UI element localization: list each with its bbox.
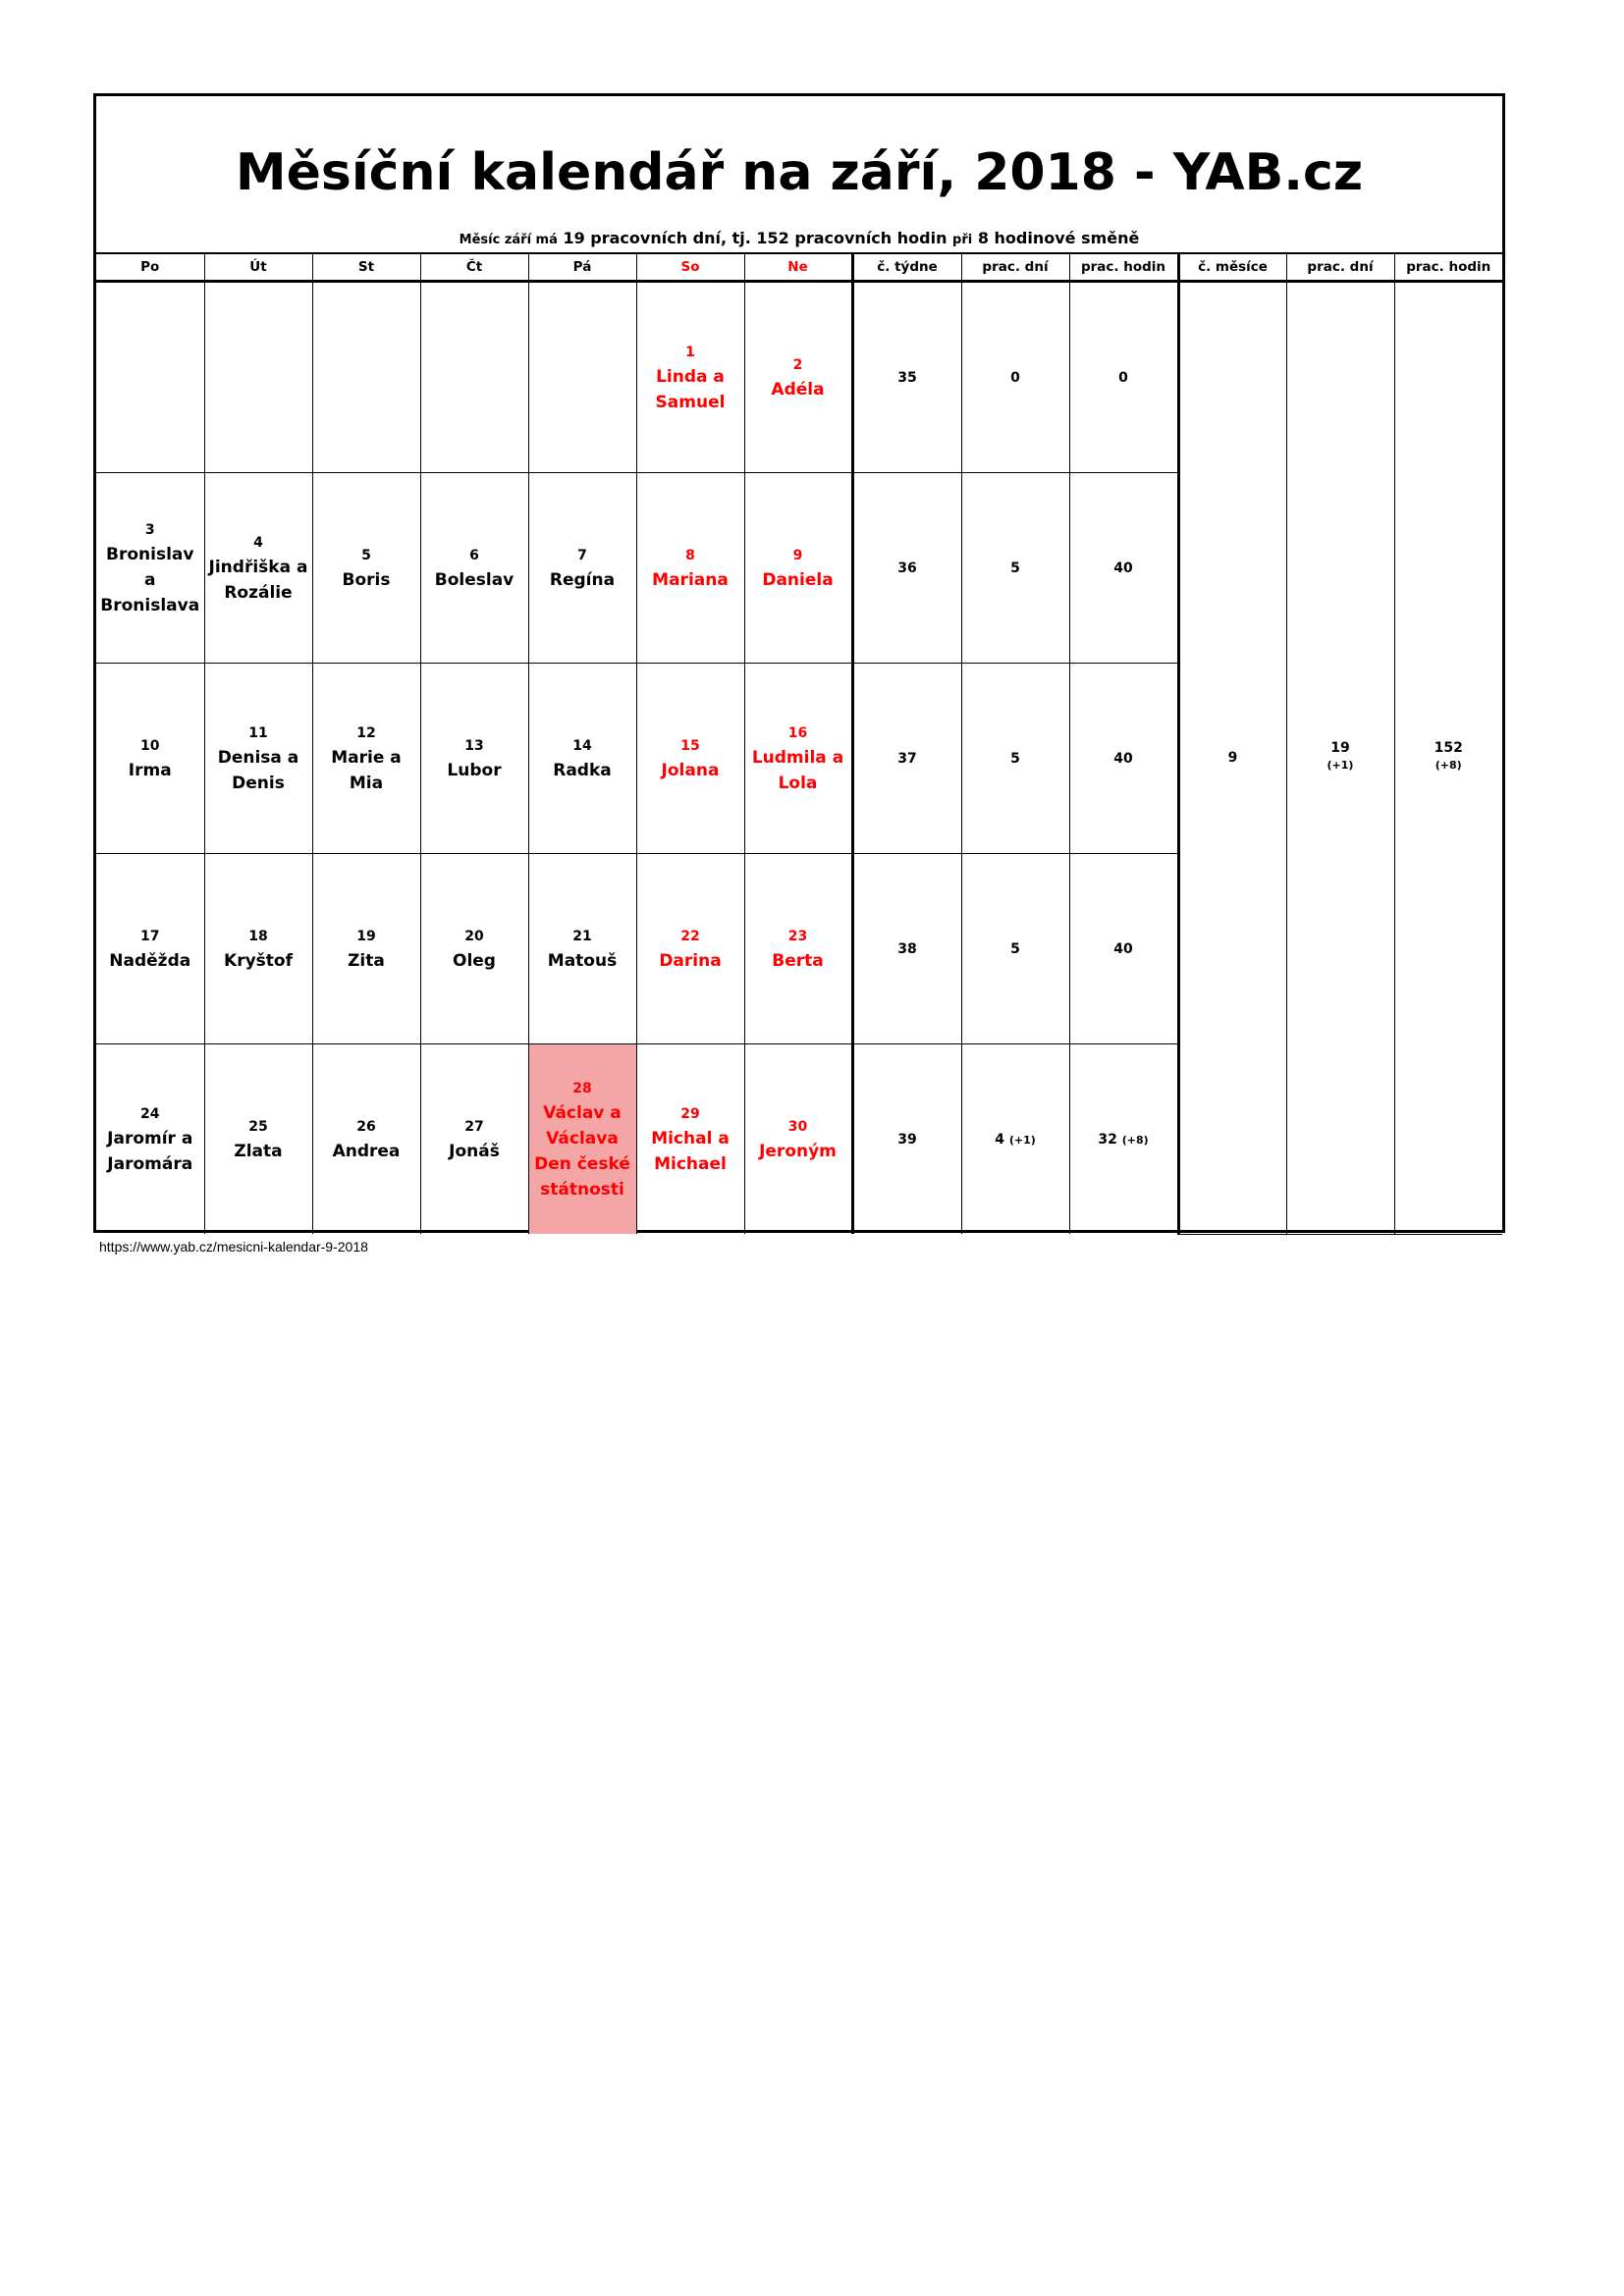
name-day: Michal a Michael bbox=[651, 1128, 730, 1174]
day-cell bbox=[420, 282, 528, 473]
day-number: 5 bbox=[361, 547, 371, 563]
name-day: Daniela bbox=[762, 569, 834, 590]
day-number: 14 bbox=[572, 737, 592, 754]
name-day: Naděžda bbox=[109, 950, 191, 971]
month-work-hours-delta: (+8) bbox=[1435, 759, 1462, 773]
day-cell bbox=[312, 282, 420, 473]
week-number-value: 39 bbox=[897, 1131, 917, 1148]
week-work-days-value: 0 bbox=[1010, 369, 1020, 386]
day-cell bbox=[96, 473, 204, 664]
week-number-value: 35 bbox=[897, 369, 917, 386]
day-cell bbox=[312, 664, 420, 854]
day-number: 16 bbox=[787, 724, 808, 741]
day-number: 9 bbox=[792, 547, 803, 563]
week-work-hours bbox=[1069, 282, 1178, 473]
header-week-work-hours: prac. hodin bbox=[1069, 253, 1178, 282]
name-day: Matouš bbox=[547, 950, 618, 971]
week-work-days bbox=[961, 473, 1069, 664]
day-number: 15 bbox=[680, 737, 700, 754]
day-cell bbox=[744, 473, 852, 664]
name-day: Jindřiška a Rozálie bbox=[208, 557, 308, 603]
name-day: Václav a Václava Den české státnosti bbox=[534, 1102, 630, 1200]
day-cell bbox=[528, 473, 636, 664]
name-day: Jeroným bbox=[759, 1141, 837, 1161]
week-number bbox=[852, 1044, 961, 1235]
name-day: Andrea bbox=[332, 1141, 401, 1161]
day-cell bbox=[96, 282, 204, 473]
name-day: Jolana bbox=[661, 760, 720, 780]
month-work-days bbox=[1286, 282, 1394, 1235]
name-day: Linda a Samuel bbox=[655, 366, 726, 412]
header-day-po: Po bbox=[96, 253, 204, 282]
day-cell bbox=[204, 473, 312, 664]
header-month-work-days: prac. dní bbox=[1286, 253, 1394, 282]
day-number: 8 bbox=[685, 547, 695, 563]
source-url: https://www.yab.cz/mesicni-kalendar-9-2018 bbox=[99, 1239, 368, 1255]
name-day: Ludmila a Lola bbox=[751, 747, 844, 793]
name-day: Zlata bbox=[234, 1141, 283, 1161]
day-number: 21 bbox=[572, 928, 592, 944]
day-cell bbox=[528, 854, 636, 1044]
day-cell bbox=[636, 854, 744, 1044]
name-day: Regína bbox=[549, 569, 616, 590]
month-work-hours bbox=[1394, 282, 1502, 1235]
name-day: Lubor bbox=[447, 760, 502, 780]
week-work-hours bbox=[1069, 854, 1178, 1044]
day-number: 19 bbox=[356, 928, 376, 944]
header-month-work-hours: prac. hodin bbox=[1394, 253, 1502, 282]
day-number: 12 bbox=[356, 724, 376, 741]
day-cell bbox=[744, 1044, 852, 1235]
week-work-hours bbox=[1069, 473, 1178, 664]
name-day: Boris bbox=[342, 569, 391, 590]
day-cell bbox=[528, 664, 636, 854]
holiday-cell bbox=[528, 1044, 636, 1235]
day-cell bbox=[420, 664, 528, 854]
week-row bbox=[96, 282, 1502, 473]
summary-connector: při bbox=[952, 233, 973, 247]
day-cell bbox=[312, 854, 420, 1044]
week-work-days-value: 5 bbox=[1010, 940, 1020, 957]
day-cell bbox=[744, 282, 852, 473]
day-number: 2 bbox=[792, 356, 803, 373]
week-work-hours-value: 40 bbox=[1113, 750, 1133, 767]
week-work-hours-value: 40 bbox=[1113, 560, 1133, 576]
day-cell bbox=[636, 473, 744, 664]
day-number: 30 bbox=[787, 1118, 808, 1135]
header-week-work-days: prac. dní bbox=[961, 253, 1069, 282]
day-number: 23 bbox=[787, 928, 808, 944]
header-day-so: So bbox=[636, 253, 744, 282]
day-number: 13 bbox=[464, 737, 484, 754]
day-cell bbox=[528, 282, 636, 473]
month-work-days-delta: (+1) bbox=[1326, 759, 1354, 773]
summary-totals: 19 pracovních dní, tj. 152 pracovních hodin bbox=[563, 229, 947, 247]
day-number: 4 bbox=[253, 534, 263, 551]
day-cell bbox=[636, 664, 744, 854]
calendar-sheet bbox=[93, 93, 1505, 1233]
day-number: 11 bbox=[248, 724, 268, 741]
day-number: 3 bbox=[144, 521, 155, 538]
name-day: Bronislav a Bronislava bbox=[100, 544, 200, 615]
month-work-hours-value: 152 bbox=[1434, 740, 1463, 757]
week-work-hours-value: 0 bbox=[1118, 369, 1128, 386]
week-number bbox=[852, 282, 961, 473]
header-week-number: č. týdne bbox=[852, 253, 961, 282]
name-day: Mariana bbox=[652, 569, 729, 590]
day-number: 10 bbox=[140, 737, 160, 754]
week-work-days-value: 5 bbox=[1010, 560, 1020, 576]
name-day: Denisa a Denis bbox=[217, 747, 299, 793]
week-number-value: 38 bbox=[897, 940, 917, 957]
month-summary bbox=[96, 229, 1502, 250]
header-day-ct: Čt bbox=[420, 253, 528, 282]
month-work-days-value: 19 bbox=[1330, 740, 1350, 757]
week-work-hours-value: 40 bbox=[1113, 940, 1133, 957]
page-title: Měsíční kalendář na září, 2018 - YAB.cz bbox=[235, 143, 1364, 202]
week-work-hours-value: 32 bbox=[1098, 1131, 1117, 1148]
week-work-days bbox=[961, 1044, 1069, 1235]
calendar-grid bbox=[96, 252, 1502, 1235]
day-cell bbox=[204, 1044, 312, 1235]
day-number: 25 bbox=[248, 1118, 268, 1135]
name-day: Adéla bbox=[771, 379, 825, 400]
name-day: Berta bbox=[772, 950, 824, 971]
day-cell bbox=[636, 282, 744, 473]
name-day: Kryštof bbox=[224, 950, 293, 971]
day-cell bbox=[96, 854, 204, 1044]
day-number: 26 bbox=[356, 1118, 376, 1135]
name-day: Jonáš bbox=[449, 1141, 500, 1161]
week-work-hours bbox=[1069, 664, 1178, 854]
month-number-value: 9 bbox=[1227, 750, 1238, 767]
summary-intro: Měsíc září má bbox=[459, 233, 558, 247]
day-number: 22 bbox=[680, 928, 700, 944]
name-day: Darina bbox=[659, 950, 722, 971]
day-cell bbox=[96, 664, 204, 854]
header-month-number: č. měsíce bbox=[1178, 253, 1286, 282]
week-number-value: 37 bbox=[897, 750, 917, 767]
week-work-days bbox=[961, 664, 1069, 854]
day-cell bbox=[420, 854, 528, 1044]
week-number bbox=[852, 664, 961, 854]
day-number: 18 bbox=[248, 928, 268, 944]
week-work-days bbox=[961, 282, 1069, 473]
week-number bbox=[852, 854, 961, 1044]
name-day: Zita bbox=[348, 950, 385, 971]
week-work-hours-delta: (+8) bbox=[1121, 1133, 1149, 1147]
week-work-hours bbox=[1069, 1044, 1178, 1235]
day-cell bbox=[96, 1044, 204, 1235]
day-number: 29 bbox=[680, 1105, 700, 1122]
week-number-value: 36 bbox=[897, 560, 917, 576]
day-cell bbox=[420, 1044, 528, 1235]
header-day-st: St bbox=[312, 253, 420, 282]
day-number: 24 bbox=[140, 1105, 160, 1122]
day-number: 28 bbox=[572, 1080, 592, 1096]
day-number: 27 bbox=[464, 1118, 484, 1135]
day-number: 1 bbox=[685, 344, 695, 360]
name-day: Radka bbox=[553, 760, 612, 780]
day-number: 20 bbox=[464, 928, 484, 944]
day-cell bbox=[744, 854, 852, 1044]
day-cell bbox=[636, 1044, 744, 1235]
header-row bbox=[96, 253, 1502, 282]
summary-shift: 8 hodinové směně bbox=[977, 229, 1140, 247]
day-cell bbox=[312, 1044, 420, 1235]
day-number: 7 bbox=[577, 547, 587, 563]
header-day-pa: Pá bbox=[528, 253, 636, 282]
name-day: Marie a Mia bbox=[331, 747, 402, 793]
header-day-ne: Ne bbox=[744, 253, 852, 282]
day-cell bbox=[312, 473, 420, 664]
week-work-days-delta: (+1) bbox=[1008, 1133, 1036, 1147]
name-day: Oleg bbox=[453, 950, 496, 971]
name-day: Irma bbox=[128, 760, 172, 780]
day-cell bbox=[204, 854, 312, 1044]
name-day: Boleslav bbox=[434, 569, 514, 590]
month-number bbox=[1178, 282, 1286, 1235]
week-work-days-value: 5 bbox=[1010, 750, 1020, 767]
day-cell bbox=[420, 473, 528, 664]
day-cell bbox=[204, 282, 312, 473]
week-number bbox=[852, 473, 961, 664]
week-work-days-value: 4 bbox=[995, 1131, 1004, 1148]
day-number: 6 bbox=[469, 547, 479, 563]
name-day: Jaromír a Jaromára bbox=[107, 1128, 193, 1174]
day-number: 17 bbox=[140, 928, 160, 944]
week-work-days bbox=[961, 854, 1069, 1044]
header-day-ut: Út bbox=[204, 253, 312, 282]
day-cell bbox=[204, 664, 312, 854]
day-cell bbox=[744, 664, 852, 854]
